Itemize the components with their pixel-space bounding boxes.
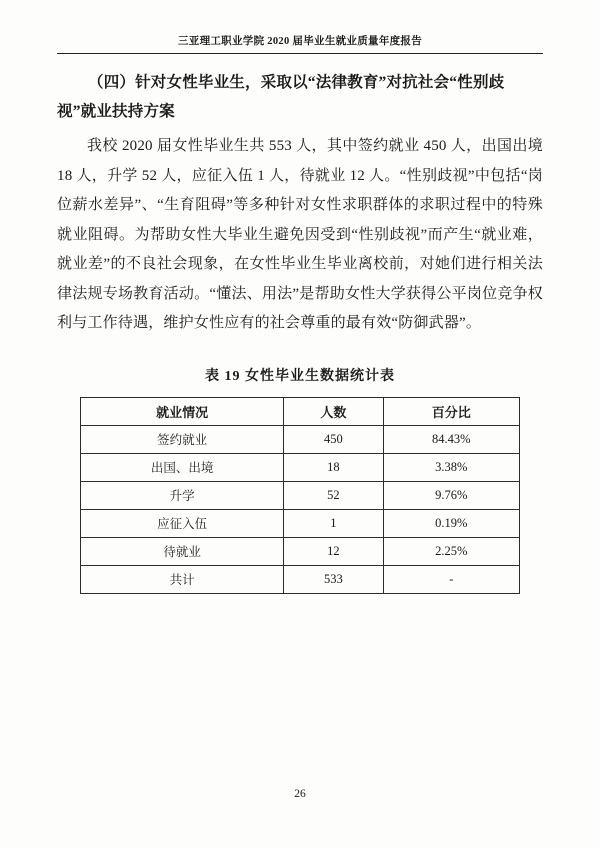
running-header: 三亚理工职业学院 2020 届毕业生就业质量年度报告 <box>177 36 423 47</box>
table-header-row <box>81 397 520 425</box>
cell-status: 签约就业 <box>81 425 284 453</box>
table-row <box>81 453 520 481</box>
table-body <box>81 425 520 593</box>
cell-status: 待就业 <box>81 537 284 565</box>
table-row <box>81 481 520 509</box>
table-header <box>81 397 520 425</box>
body-paragraph: 我校 2020 届女性毕业生共 553 人，其中签约就业 450 人，出国出境 18 人，升学 52 人，应征入伍 1 人，待就业 12 人。“性别歧视”中包括“岗位薪水差异”、“生育阻碍”等多种针对女性求职群体的求职过程中的特殊就业阻碍。为帮助女性大毕业生避免因受到“性别歧视”而产生“就业难，就业差”的不良社会现象，在女性毕业生毕业离校前，对她们进行相关法律法规专场教育活动。“懂法、用法”是帮助女性大学获得公平岗位竞争权利与工作待遇，维护女性应有的社会尊重的最有效“防御武器”。 <box>57 138 543 331</box>
cell-percent: 3.38% <box>383 453 519 481</box>
cell-status: 升学 <box>81 481 284 509</box>
cell-status: 应征入伍 <box>81 509 284 537</box>
cell-count: 52 <box>284 481 383 509</box>
column-header-count: 人数 <box>284 397 383 425</box>
cell-percent: 2.25% <box>383 537 519 565</box>
table-row <box>81 565 520 593</box>
cell-status: 共计 <box>81 565 284 593</box>
header-divider <box>57 53 543 54</box>
table-row <box>81 509 520 537</box>
cell-percent: 84.43% <box>383 425 519 453</box>
female-graduates-table <box>80 397 520 594</box>
page-number: 26 <box>294 788 306 800</box>
cell-count: 533 <box>284 565 383 593</box>
table-row <box>81 425 520 453</box>
cell-status: 出国、出境 <box>81 453 284 481</box>
cell-percent: 0.19% <box>383 509 519 537</box>
cell-percent: 9.76% <box>383 481 519 509</box>
table-caption: 表 19 女性毕业生数据统计表 <box>205 368 395 384</box>
column-header-percent: 百分比 <box>383 397 519 425</box>
cell-percent: - <box>383 565 519 593</box>
cell-count: 12 <box>284 537 383 565</box>
cell-count: 1 <box>284 509 383 537</box>
cell-count: 450 <box>284 425 383 453</box>
column-header-status: 就业情况 <box>81 397 284 425</box>
cell-count: 18 <box>284 453 383 481</box>
page-content <box>57 68 543 594</box>
table-row <box>81 537 520 565</box>
section-heading: （四）针对女性毕业生，采取以“法律教育”对抗社会“性别歧视”就业扶持方案 <box>57 74 505 120</box>
